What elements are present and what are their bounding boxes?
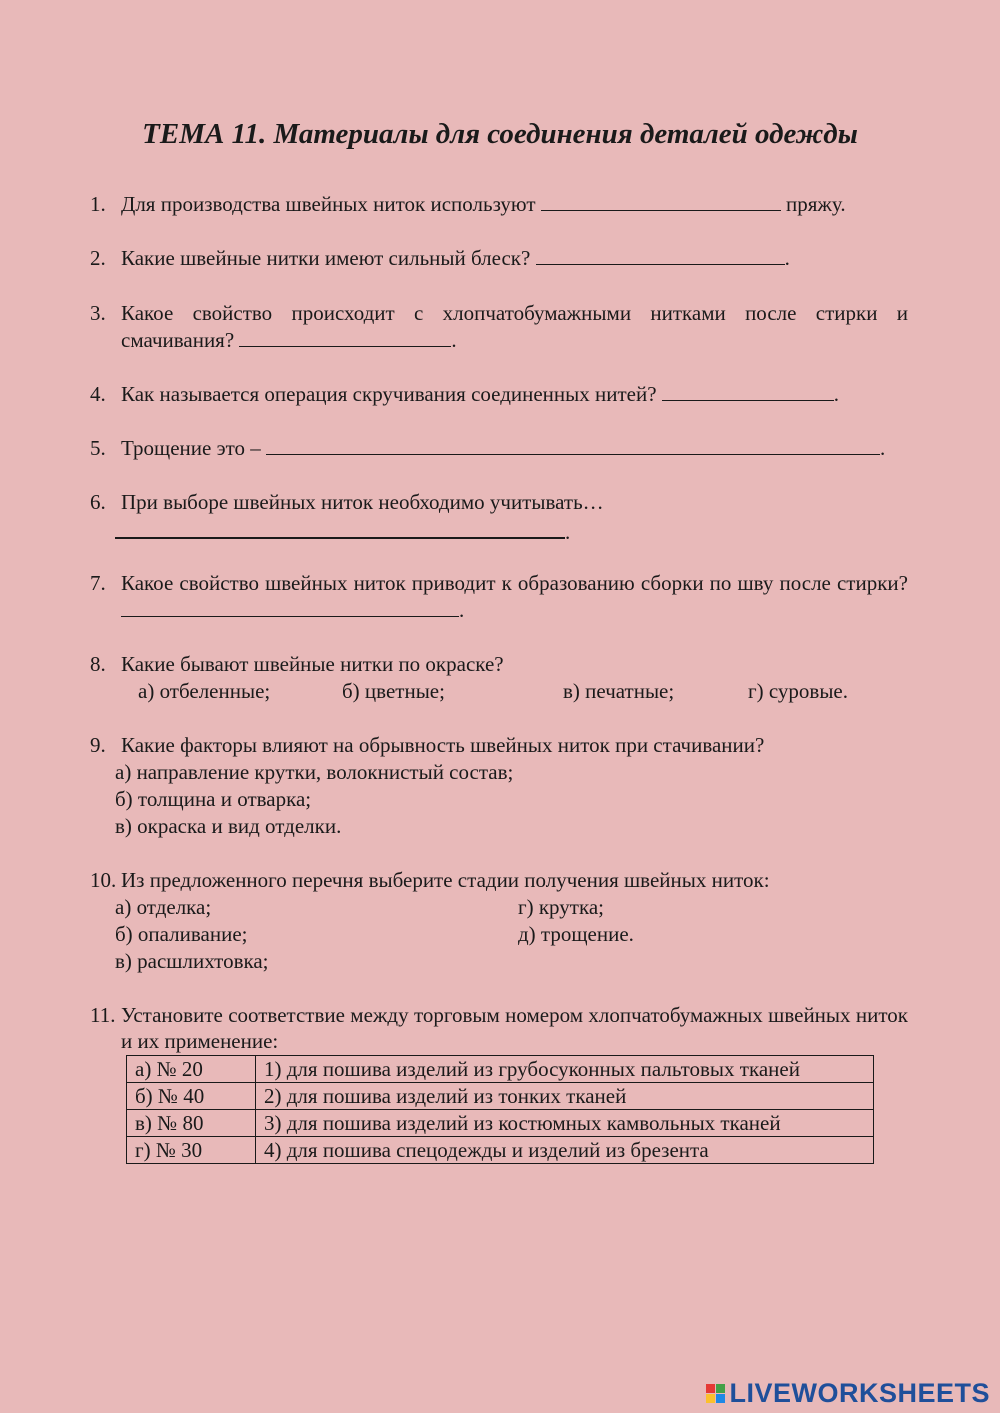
question-text: При выборе швейных ниток необходимо учитывать… [121,490,604,514]
logo-text: LIVEWORKSHEETS [729,1377,990,1408]
answer-blank[interactable] [239,327,451,347]
table-row [127,1137,874,1164]
question-text-end: . [833,382,840,406]
table-cell-number[interactable]: а) № 20 [127,1056,256,1083]
question-number: 9. [90,733,106,757]
logo-mark-icon [706,1384,725,1403]
answer-blank[interactable] [536,245,785,265]
question-text: Какое свойство швейных ниток приводит к образованию сборки по шву после стирки? [121,571,908,595]
question-number: 8. [90,652,106,676]
option-c[interactable]: в) расшлихтовка; [115,949,269,973]
question-text: Какие факторы влияют на обрывность швейных ниток при стачивании? [121,733,765,757]
question-text-end: . [784,246,790,270]
worksheet-title: ТЕМА 11. Материалы для соединения деталей одежды [142,118,858,150]
question-text-end: . [565,520,571,544]
table-row [127,1083,874,1110]
question-5 [90,435,908,462]
question-number: 6. [90,490,106,514]
table-cell-usage[interactable]: 4) для пошива спецодежды и изделий из брезента [256,1137,874,1164]
table-cell-usage[interactable]: 3) для пошива изделий из костюмных камвольных тканей [256,1110,874,1137]
option-c[interactable]: в) печатные; [563,679,675,703]
option-a[interactable]: а) отбеленные; [138,679,271,703]
question-3 [90,300,908,354]
table-row [127,1110,874,1137]
answer-blank[interactable] [266,435,880,455]
question-number: 2. [90,246,106,270]
question-7 [90,570,908,624]
liveworksheets-logo [706,1378,990,1408]
question-2 [90,245,908,272]
question-text: Какие бывают швейные нитки по окраске? [121,652,504,676]
question-11 [90,1002,908,1054]
table-cell-usage[interactable]: 1) для пошива изделий из грубосуконных пальтовых тканей [256,1056,874,1083]
question-number: 7. [90,571,106,595]
option-b[interactable]: б) опаливание; [115,922,248,946]
question-text: Как называется операция скручивания соединенных нитей? [121,382,662,406]
question-text: Установите соответствие между торговым номером хлопчатобумажных швейных ниток и их применение: [121,1003,908,1053]
question-text: Какое свойство происходит с хлопчатобумажными нитками после стирки и смачивания? [121,301,908,352]
question-text: Для производства швейных ниток используют [121,192,541,216]
question-number: 11. [90,1003,116,1027]
answer-blank[interactable] [115,518,565,539]
question-9 [90,732,908,759]
matching-table [126,1055,874,1164]
question-number: 5. [90,436,106,460]
option-b[interactable]: б) толщина и отварка; [115,787,312,811]
option-e[interactable]: д) трощение. [518,922,634,946]
answer-blank[interactable] [121,597,459,617]
table-cell-number[interactable]: г) № 30 [127,1137,256,1164]
option-a[interactable]: а) отделка; [115,895,212,919]
question-text-end: . [459,598,465,622]
question-number: 1. [90,192,106,216]
option-b[interactable]: б) цветные; [342,679,445,703]
question-6 [90,489,908,546]
question-4 [90,381,908,408]
option-d[interactable]: г) суровые. [748,679,848,703]
table-cell-number[interactable]: в) № 80 [127,1110,256,1137]
question-8 [90,651,908,678]
table-cell-number[interactable]: б) № 40 [127,1083,256,1110]
question-text: Какие швейные нитки имеют сильный блеск? [121,246,536,270]
question-text-end: . [879,436,886,460]
question-text-end: пряжу. [780,192,846,216]
question-1 [90,191,908,218]
table-cell-usage[interactable]: 2) для пошива изделий из тонких тканей [256,1083,874,1110]
answer-blank[interactable] [662,381,834,401]
table-row [127,1056,874,1083]
question-number: 10. [90,868,117,892]
question-text: Из предложенного перечня выберите стадии получения швейных ниток: [121,868,770,892]
option-a[interactable]: а) направление крутки, волокнистый состав; [115,760,514,784]
answer-blank[interactable] [541,191,781,211]
question-text: Трощение это – [121,436,266,460]
question-number: 3. [90,301,106,325]
question-text-end: . [451,328,457,352]
question-10 [90,867,908,894]
question-number: 4. [90,382,106,406]
option-c[interactable]: в) окраска и вид отделки. [115,814,342,838]
option-d[interactable]: г) крутка; [518,895,604,919]
